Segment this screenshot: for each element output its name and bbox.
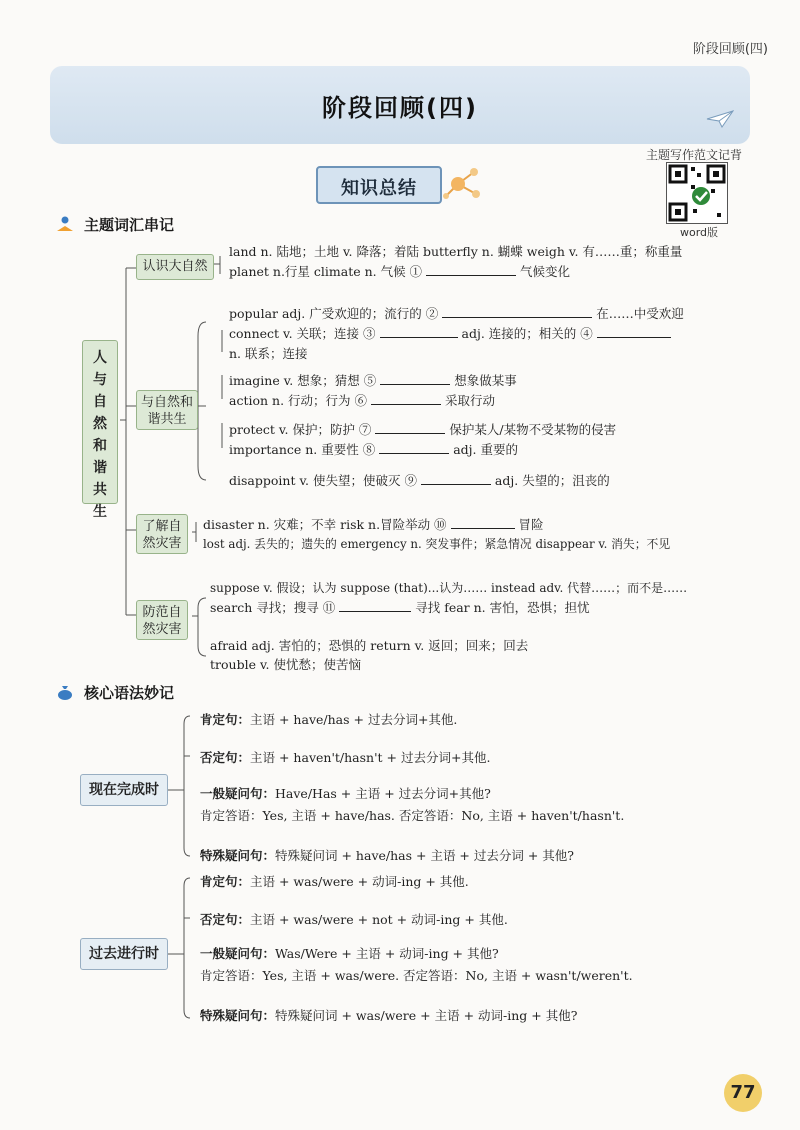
- vocab-node-disaster: [136, 514, 188, 554]
- vocab-text: 想象做某事: [454, 373, 517, 388]
- grammar-line: [200, 806, 624, 824]
- running-header: 阶段回顾(四): [692, 42, 768, 57]
- vocab-line: afraid adj. 害怕的；恐惧的 return v. 返回；回来；回去: [210, 638, 529, 653]
- node-label: 了解自然灾害: [142, 519, 182, 551]
- grammar-line: [200, 846, 574, 864]
- root-char: 自: [93, 394, 107, 410]
- grammar-key: 肯定句：: [200, 874, 251, 889]
- grammar-heading: 核心语法妙记: [84, 684, 175, 702]
- node-label: 与自然和谐共生: [140, 395, 193, 427]
- grammar-line: [200, 710, 457, 728]
- answer-blank[interactable]: [380, 372, 450, 385]
- answer-blank[interactable]: [421, 472, 491, 485]
- grammar-key: 肯定句：: [200, 712, 251, 727]
- answer-blank[interactable]: [597, 325, 671, 338]
- vocab-line: [229, 324, 671, 342]
- answer-blank[interactable]: [451, 516, 515, 529]
- vocab-text: 气候变化: [520, 264, 571, 279]
- grammar-value: 肯定答语：Yes, 主语 + was/were. 否定答语：No, 主语 + wasn't/weren't.: [200, 968, 633, 983]
- vocab-text: protect v. 保护；防护 ⑦: [229, 422, 372, 437]
- page-title: 阶段回顾(四): [322, 94, 478, 122]
- grammar-value: 主语 + haven't/hasn't + 过去分词+其他.: [250, 750, 491, 765]
- grammar-key: 否定句：: [200, 912, 251, 927]
- grammar-value: 特殊疑问词 + was/were + 主语 + 动词-ing + 其他?: [275, 1008, 578, 1023]
- vocab-text: 在……中受欢迎: [596, 306, 684, 321]
- grammar-value: Have/Has + 主语 + 过去分词+其他?: [275, 786, 491, 801]
- vocab-heading: 主题词汇串记: [84, 216, 175, 234]
- vocab-node-harmony: [136, 390, 198, 430]
- vocab-text: search 寻找；搜寻 ⑪: [210, 600, 336, 615]
- word-label: word版: [680, 226, 719, 239]
- vocab-text: adj. 连接的；相关的 ④: [461, 326, 593, 341]
- grammar-key: 特殊疑问句：: [200, 1008, 276, 1023]
- vocab-line: [229, 304, 684, 322]
- vocab-text: 冒险: [518, 517, 544, 532]
- vocab-text: adj. 失望的；沮丧的: [494, 473, 610, 488]
- grammar-line: [200, 872, 469, 890]
- grammar-value: 特殊疑问词 + have/has + 主语 + 过去分词 + 其他?: [275, 848, 574, 863]
- grammar-value: Was/Were + 主语 + 动词-ing + 其他?: [275, 946, 499, 961]
- vocab-text: disaster n. 灾难；不幸 risk n.冒险举动 ⑩: [203, 517, 447, 532]
- vocab-line: [229, 371, 517, 389]
- grammar-key: 特殊疑问句：: [200, 848, 276, 863]
- vocab-line: [210, 598, 590, 616]
- grammar-line: [200, 944, 499, 962]
- node-label: 防范自然灾害: [142, 605, 182, 637]
- grammar-key: 一般疑问句：: [200, 786, 276, 801]
- grammar-value: 主语 + have/has + 过去分词+其他.: [250, 712, 458, 727]
- root-char: 生: [93, 504, 107, 520]
- root-char: 与: [93, 372, 107, 388]
- vocab-text: 保护某人/某物不受某物的侵害: [449, 422, 617, 437]
- grammar-key: 一般疑问句：: [200, 946, 276, 961]
- vocab-line: suppose v. 假设；认为 suppose (that)...认为…… instead adv. 代替……；而不是……: [210, 581, 688, 595]
- grammar-line: [200, 1006, 577, 1024]
- grammar-key: 否定句：: [200, 750, 251, 765]
- vocab-text: importance n. 重要性 ⑧: [229, 442, 376, 457]
- grammar-line: [200, 748, 490, 766]
- answer-blank[interactable]: [426, 263, 516, 276]
- vocab-line: trouble v. 使忧愁；使苦恼: [210, 657, 361, 672]
- qr-label: 主题写作范文记背: [646, 148, 743, 162]
- vocab-text: 寻找 fear n. 害怕，恐惧；担忧: [415, 600, 590, 615]
- vocab-node-nature: 认识大自然: [136, 254, 214, 280]
- grammar-node-present-perfect: 现在完成时: [80, 774, 168, 806]
- vocab-text: imagine v. 想象；猜想 ⑤: [229, 373, 377, 388]
- vocab-line: [229, 440, 518, 458]
- section-banner-label: 知识总结: [341, 178, 417, 199]
- grammar-value: 主语 + was/were + 动词-ing + 其他.: [250, 874, 469, 889]
- money-bag-icon: [56, 684, 74, 700]
- vocab-text: action n. 行动；行为 ⑥: [229, 393, 367, 408]
- vocab-node-prevent: [136, 600, 188, 640]
- root-char: 共: [93, 482, 107, 498]
- vocab-line: [229, 391, 495, 409]
- vocab-text: adj. 重要的: [453, 442, 518, 457]
- vocab-line: [229, 471, 610, 489]
- vocab-line: lost adj. 丢失的；遗失的 emergency n. 突发事件；紧急情况 disappear v. 消失；不见: [203, 537, 671, 551]
- vocab-line: [229, 420, 616, 438]
- grammar-value: 主语 + was/were + not + 动词-ing + 其他.: [250, 912, 508, 927]
- grammar-value: 肯定答语：Yes, 主语 + have/has. 否定答语：No, 主语 + haven't/hasn't.: [200, 808, 625, 823]
- grammar-line: [200, 784, 491, 802]
- vocab-text: planet n.行星 climate n. 气候 ①: [229, 264, 423, 279]
- vocab-text: 采取行动: [444, 393, 495, 408]
- answer-blank[interactable]: [371, 392, 441, 405]
- vocab-text: disappoint v. 使失望；使破灭 ⑨: [229, 473, 417, 488]
- grammar-line: [200, 966, 633, 984]
- answer-blank[interactable]: [339, 599, 411, 612]
- root-char: 和: [93, 438, 107, 454]
- vocab-text: connect v. 关联；连接 ③: [229, 326, 376, 341]
- grammar-line: [200, 910, 508, 928]
- vocab-line: [229, 262, 570, 280]
- answer-blank[interactable]: [442, 305, 592, 318]
- grammar-node-past-continuous: 过去进行时: [80, 938, 168, 970]
- vocab-line: n. 联系；连接: [229, 346, 308, 361]
- root-char: 然: [93, 416, 107, 432]
- answer-blank[interactable]: [375, 421, 445, 434]
- root-char: 人: [93, 350, 107, 366]
- vocab-line: [203, 515, 544, 533]
- answer-blank[interactable]: [380, 325, 458, 338]
- vocab-text: popular adj. 广受欢迎的；流行的 ②: [229, 306, 439, 321]
- page-number: 77: [724, 1074, 762, 1112]
- vocab-root-node: [82, 340, 118, 520]
- vocab-line: land n. 陆地；土地 v. 降落；着陆 butterfly n. 蝴蝶 weigh v. 有……重；称重量: [229, 244, 683, 259]
- root-char: 谐: [93, 460, 107, 476]
- answer-blank[interactable]: [379, 441, 449, 454]
